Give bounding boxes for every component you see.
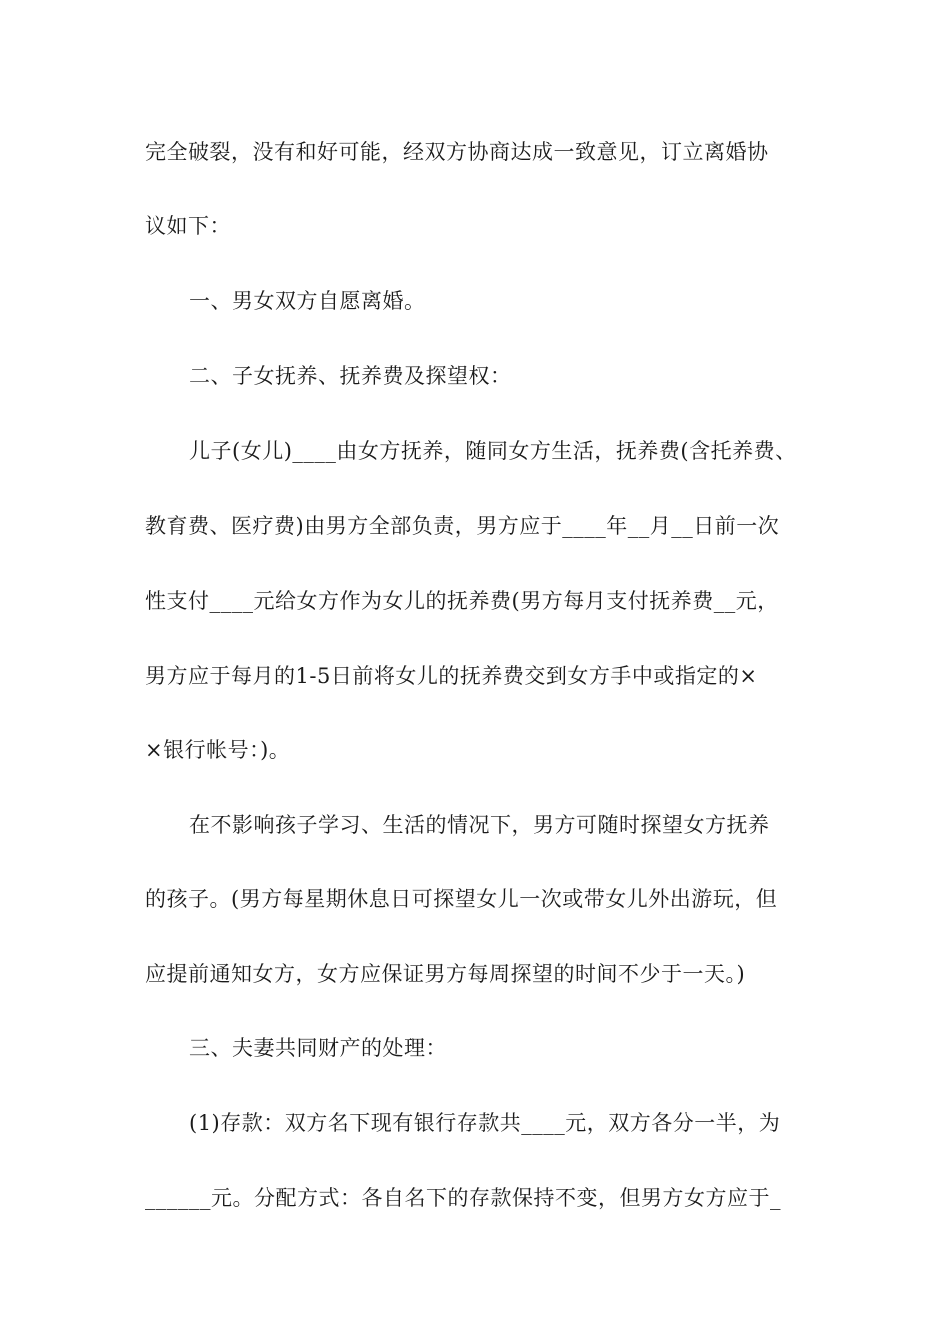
text-line: 男方应于每月的1-5日前将女儿的抚养费交到女方手中或指定的× <box>145 664 758 688</box>
text-line: 在不影响孩子学习、生活的情况下，男方可随时探望女方抚养 <box>189 813 770 837</box>
text-line: 性支付____元给女方作为女儿的抚养费(男方每月支付抚养费__元， <box>145 589 779 613</box>
section-heading-2: 二、子女抚养、抚养费及探望权： <box>189 364 512 388</box>
text-line: (1)存款：双方名下现有银行存款共____元，双方各分一半，为 <box>189 1111 781 1135</box>
text-line: 儿子(女儿)____由女方抚养，随同女方生活，抚养费(含托养费、 <box>189 439 797 463</box>
text-line: 完全破裂，没有和好可能，经双方协商达成一致意见，订立离婚协 <box>145 140 769 164</box>
text-line: 议如下： <box>145 214 231 238</box>
text-line: 应提前通知女方，女方应保证男方每周探望的时间不少于一天。) <box>145 962 746 986</box>
text-line: ______元。分配方式：各自名下的存款保持不变，但男方女方应于_ <box>145 1186 781 1210</box>
text-line: ×银行帐号：)。 <box>145 738 291 762</box>
section-heading-3: 三、夫妻共同财产的处理： <box>189 1036 447 1060</box>
section-heading-1: 一、男女双方自愿离婚。 <box>189 289 426 313</box>
text-line: 的孩子。(男方每星期休息日可探望女儿一次或带女儿外出游玩，但 <box>145 887 778 911</box>
text-line: 教育费、医疗费)由男方全部负责，男方应于____年__月__日前一次 <box>145 514 780 538</box>
